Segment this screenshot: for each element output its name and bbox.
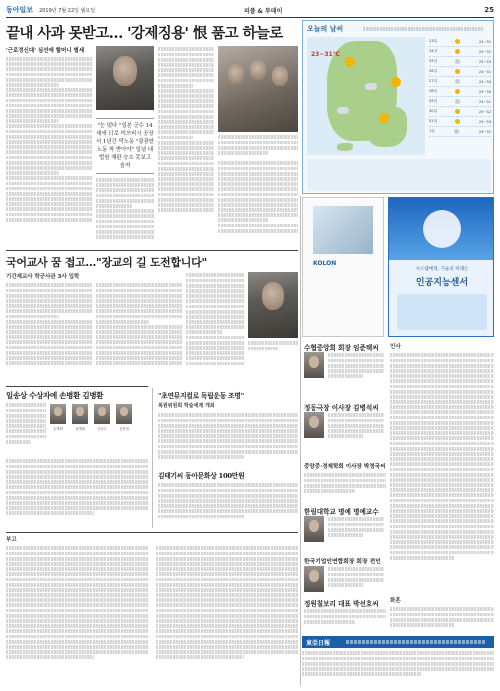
mid-subhead: 기간제교사 학군사관 3사 입학 [6,274,80,280]
lower-left-headline: 일송상 수상자에 손병환 김병환 [6,391,104,400]
weather-subtitle [363,26,483,33]
personnel-section-title: 인사 [390,344,401,350]
lower-left-intro [6,402,46,456]
section-rule [6,250,298,251]
lead-column-3 [158,46,214,246]
avatar [304,352,324,378]
awardee-name: 김병환 [75,427,85,431]
mid-portrait-photo [248,272,298,338]
person-name: 수협중앙회 회장 임준택씨 [304,344,379,352]
weather-forecast [429,37,491,137]
chip-icon [423,210,461,248]
obituary-column-2 [156,545,298,685]
lower-right-subhead-2: 복원위원회 학술세계 개최 [158,403,215,409]
cloud-icon [454,129,459,134]
wedding-list [390,606,494,634]
lower-right-body [158,412,298,468]
obituary-section-title: 부고 [6,537,17,543]
lower-left-body [6,458,148,528]
issue-date: 2019년 7월 22일 월요일 [39,7,96,14]
avatar [116,404,132,424]
mid-headline: 국어교사 꿈 접고…"장교의 길 도전합니다" [6,256,207,269]
weather-box [302,20,494,194]
lead-column-2 [96,114,154,246]
awardee-name: 심용철 [119,427,129,431]
lead-group-caption [218,134,298,156]
lead-column-1 [6,46,92,246]
person-name: 정원칠보리 대표 박선호씨 [304,600,379,608]
newspaper-logo: 동아일보 [6,5,34,14]
ad-footer-panel [397,294,487,330]
ad-tagline: 시스템에게, 기술의 미래는 [415,267,469,272]
column-divider [152,388,153,528]
awardee-name: 김성우 [97,427,107,431]
mid-column-2 [96,282,182,382]
lead-portrait-photo [96,46,154,110]
sidebar-ad-small[interactable] [302,197,384,337]
sun-icon [455,39,460,44]
weather-big-temp: 23~31℃ [311,51,340,58]
person-card [304,402,386,458]
top-rule [6,17,494,18]
lead-subhead: '근로정신대' 심선애 할머니 별세 [6,48,85,54]
lead-headline: 끝내 사과 못받고… '강제징용' 恨 품고 하늘로 [6,25,283,42]
ad-product-image [313,206,373,254]
forecast-row: 23일 24~31 [429,37,491,47]
mid-column-3 [186,272,244,382]
sun-icon [345,57,355,67]
sidebar-ad-large[interactable] [388,197,494,337]
person-name: 한국기업인연합회장 회장 전인 [304,559,381,565]
page-number: 25 [484,6,494,14]
cloud-icon [337,107,349,114]
forecast-row: 26일 24~31 [429,67,491,77]
bottom-banner [302,636,494,648]
person-card [304,462,386,502]
banner-info-line [346,640,486,644]
masthead [6,4,494,16]
section-rule [6,386,148,387]
lead-body-1 [6,57,92,222]
publisher-info [302,650,494,686]
lead-column-4 [218,160,298,246]
avatar [304,412,324,438]
forecast-row: 30일 25~32 [429,107,491,117]
ad-brand-logo: KOLON [313,260,337,267]
person-card [304,342,386,398]
person-name: 한림대학교 명예 명예교수 [304,508,379,516]
ad-banner-image [389,198,493,260]
lead-group-photo [218,46,298,132]
avatar [304,516,324,542]
lower-right-body-2 [158,482,298,528]
awardee-name: 손병환 [53,427,63,431]
cloud-icon [455,79,460,84]
mid-photo-caption [248,340,298,352]
sun-icon [379,113,389,123]
section-title: 피플 & 투데이 [244,7,283,15]
lower-right-subhead: "초연뮤지컬로 독립운동 조명" [158,392,244,400]
wedding-section-title: 화혼 [390,598,401,604]
section-rule [6,532,298,533]
cloud-icon [455,59,460,64]
avatar [94,404,110,424]
person-card [304,556,386,596]
forecast-row: 25일 25~33 [429,57,491,67]
cloud-icon [365,83,377,90]
avatar [72,404,88,424]
avatar [304,566,324,592]
cloud-icon [455,99,460,104]
sun-icon [455,119,460,124]
forecast-row: 24일 25~32 [429,47,491,57]
forecast-row: 29일 24~31 [429,97,491,107]
weather-footer [307,159,491,191]
sun-icon [455,49,460,54]
mid-column-1 [6,282,92,382]
forecast-row: 27일 24~30 [429,77,491,87]
personnel-list [390,352,494,592]
weather-title: 오늘의 날씨 [307,25,344,33]
newspaper-logo: 東亞日報 [306,640,331,647]
lead-pull-quote: "눈 떴다 "일본 군수 14세에 日로 미쓰비시 공장서 1년간 막노동 "광광한 노동 착 받아야" 일념 대법원 재판 승소 못보고 숨져 [96,118,154,174]
sun-icon [455,109,460,114]
avatar [50,404,66,424]
forecast-row: 1일 24~32 [429,127,491,137]
person-card [304,506,386,552]
lower-right-subhead-3: 김태기씨 동아문화상 100만원 [158,472,245,480]
person-name: 중앙중·경제학회 이사장 박정국씨 [304,464,386,470]
sun-icon [391,77,401,87]
sun-icon [455,89,460,94]
obituary-column-1 [6,545,148,685]
forecast-row: 31일 25~33 [429,117,491,127]
forecast-row: 28일 23~30 [429,87,491,97]
person-name: 정동극장 이사장 김병석씨 [304,404,379,412]
ad-title: 인공지능센서 [415,278,469,288]
person-card [304,598,386,634]
column-divider [300,196,301,686]
sun-icon [455,69,460,74]
